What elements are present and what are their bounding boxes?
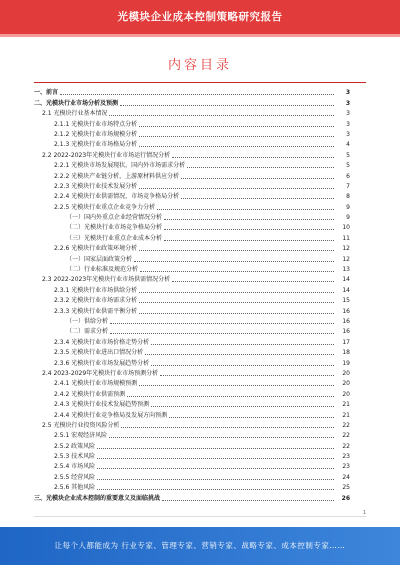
toc-entry-page: 3: [346, 120, 350, 128]
toc-entry[interactable]: [34, 254, 350, 264]
toc-entry[interactable]: [34, 296, 350, 306]
toc-entry-page: 14: [342, 286, 350, 294]
toc-leader-dots: [60, 94, 334, 95]
toc-entry-label: （二）需求分析: [66, 328, 109, 336]
toc-entry-page: 9: [346, 203, 350, 211]
toc-entry-label: （一）供给分析: [66, 317, 109, 325]
toc-leader-dots: [109, 115, 334, 116]
toc-entry[interactable]: [34, 223, 350, 233]
toc-entry-page: 16: [342, 317, 350, 325]
toc-entry[interactable]: [34, 431, 350, 441]
toc-entry-label: 2.2.6 光模块行业政策环境分析: [54, 245, 138, 253]
toc-entry-page: 3: [345, 89, 350, 97]
toc-leader-dots: [145, 354, 334, 355]
toc-entry-page: 13: [342, 266, 350, 274]
toc-entry-label: 2.3.4 光模块行业市场价格走势分析: [54, 338, 150, 346]
toc-entry[interactable]: [34, 202, 350, 212]
toc-leader-dots: [97, 468, 334, 469]
toc-leader-dots: [97, 479, 334, 480]
toc-entry-label: 2.5.4 市场风险: [54, 463, 96, 471]
toc-entry-page: 16: [342, 307, 350, 315]
toc-entry[interactable]: [34, 182, 350, 192]
toc-entry-page: 6: [346, 172, 350, 180]
toc-entry[interactable]: [34, 441, 350, 451]
toc-leader-dots: [120, 105, 334, 106]
toc-entry-page: 22: [342, 442, 350, 450]
toc-leader-dots: [139, 126, 334, 127]
toc-entry[interactable]: [34, 306, 350, 316]
toc-leader-dots: [181, 198, 334, 199]
header-title: 光模块企业成本控制策略研究报告: [117, 11, 283, 23]
toc-entry-label: 2.1.1 光模块行业市场特点分析: [54, 120, 138, 128]
toc-entry-page: 12: [342, 245, 350, 253]
toc-entry-label: 2.2.5 光模块行业重点企业竞争力分析: [54, 203, 156, 211]
toc-entry[interactable]: [34, 379, 350, 389]
toc-entry-page: 20: [342, 369, 350, 377]
toc-leader-dots: [151, 365, 334, 366]
toc-leader-dots: [139, 313, 334, 314]
toc-entry-label: 2.3.3 光模块行业供需平衡分析: [54, 307, 138, 315]
toc-leader-dots: [97, 489, 334, 490]
toc-entry-page: 22: [342, 421, 350, 429]
toc-entry[interactable]: [34, 265, 350, 275]
toc-entry-page: 20: [342, 380, 350, 388]
toc-leader-dots: [97, 458, 334, 459]
toc-entry-page: 3: [346, 130, 350, 138]
page-number: 1: [362, 510, 366, 516]
toc-entry-page: 22: [342, 432, 350, 440]
toc-entry-page: 23: [342, 453, 350, 461]
toc-entry[interactable]: [34, 233, 350, 243]
toc-entry-label: 2.3.5 光模块行业进出口情况分析: [54, 349, 144, 357]
toc-entry-label: （一）国家层面政策分析: [66, 255, 133, 263]
toc-leader-dots: [139, 385, 334, 386]
toc-entry[interactable]: [34, 140, 350, 150]
toc-entry[interactable]: [34, 389, 350, 399]
toc-entry-label: 2.3.1 光模块行业市场供给分析: [54, 286, 138, 294]
toc-entry-label: 2.2.1 光模块市场发展现状，国内外市场需求分析: [54, 162, 186, 170]
toc-leader-dots: [164, 219, 334, 220]
toc-entry-page: 23: [342, 463, 350, 471]
toc-leader-dots: [164, 229, 334, 230]
toc-leader-dots: [139, 250, 334, 251]
toc-entry-label: 2.2 2022-2023年光模块行业市场运行情况分析: [42, 151, 171, 159]
toc-entry-page: 19: [342, 359, 350, 367]
toc-entry-label: 2.2.3 光模块行业技术发展分析: [54, 182, 138, 190]
toc-entry[interactable]: [34, 317, 350, 327]
toc-entry-page: 5: [346, 162, 350, 170]
toc-entry-page: 4: [346, 141, 350, 149]
toc-entry[interactable]: [34, 88, 350, 98]
toc-entry-page: 16: [342, 328, 350, 336]
toc-entry[interactable]: [34, 98, 350, 108]
toc-leader-dots: [172, 157, 334, 158]
toc-entry-label: （二）行业标准及规范分析: [66, 266, 139, 274]
toc-entry[interactable]: [34, 150, 350, 160]
header-stripe: [0, 34, 400, 37]
toc-entry[interactable]: [34, 213, 350, 223]
toc-entry[interactable]: [34, 161, 350, 171]
toc-entry-label: 2.5.5 经营风险: [54, 473, 96, 481]
footer-slogan: 让每个人都能成为 行业专家、管理专家、营销专家、战略专家、成本控制专家……: [54, 541, 346, 550]
toc-entry[interactable]: [34, 369, 350, 379]
toc-leader-dots: [139, 302, 334, 303]
table-of-contents: [34, 88, 350, 504]
toc-leader-dots: [110, 323, 334, 324]
toc-entry-label: 2.4.1 光模块行业市场规模预测: [54, 380, 138, 388]
toc-entry[interactable]: [34, 410, 350, 420]
toc-entry-page: 17: [342, 338, 350, 346]
toc-leader-dots: [97, 448, 334, 449]
toc-entry-label: 2.5.6 其他风险: [54, 484, 96, 492]
toc-entry[interactable]: [34, 192, 350, 202]
toc-entry-label: （二）光模块行业市场竞争格局分析: [66, 224, 163, 232]
toc-entry-page: 25: [342, 484, 350, 492]
toc-leader-dots: [187, 167, 334, 168]
toc-leader-dots: [109, 437, 334, 438]
toc-entry-label: 2.5 光模块行业投资风险分析: [42, 421, 120, 429]
footer-banner: [0, 527, 400, 565]
bottom-divider: [34, 516, 366, 517]
toc-leader-dots: [139, 188, 334, 189]
toc-entry[interactable]: [34, 472, 350, 482]
toc-entry-label: 2.5.2 政策风险: [54, 442, 96, 450]
toc-entry-label: 2.4.3 光模块行业技术发展趋势预测: [54, 401, 150, 409]
toc-entry[interactable]: [34, 109, 350, 119]
toc-entry-page: 21: [342, 411, 350, 419]
header-banner: [0, 0, 400, 34]
toc-entry-label: （三）光模块行业重点企业成本分析: [66, 234, 163, 242]
toc-entry-label: 2.4.4 光模块行业竞争格局及发展方向预测: [54, 411, 168, 419]
toc-entry[interactable]: [34, 483, 350, 493]
toc-entry[interactable]: [34, 400, 350, 410]
toc-entry-page: 8: [346, 193, 350, 201]
toc-entry[interactable]: [34, 358, 350, 368]
toc-entry[interactable]: [34, 327, 350, 337]
toc-entry-label: 三、光模块企业成本控制的重要意义及面临挑战: [34, 494, 161, 502]
toc-entry-page: 24: [342, 473, 350, 481]
toc-entry-label: 2.3 2022-2023年光模块行业市场供需情况分析: [42, 276, 171, 284]
toc-entry[interactable]: [34, 337, 350, 347]
toc-entry-label: 2.2.4 光模块行业供需情况，市场竞争格局分析: [54, 193, 180, 201]
toc-leader-dots: [134, 261, 334, 262]
toc-entry-label: 2.3.2 光模块行业市场需求分析: [54, 297, 138, 305]
toc-entry-label: 2.1.3 光模块行业市场格局分析: [54, 141, 138, 149]
toc-entry[interactable]: [34, 493, 350, 503]
toc-leader-dots: [139, 146, 334, 147]
toc-leader-dots: [172, 281, 334, 282]
toc-entry[interactable]: [34, 171, 350, 181]
toc-leader-dots: [157, 209, 334, 210]
toc-entry-page: 7: [346, 182, 350, 190]
toc-entry-label: 2.5.3 技术风险: [54, 453, 96, 461]
toc-entry[interactable]: [34, 452, 350, 462]
toc-leader-dots: [110, 333, 334, 334]
toc-entry-label: 2.2.2 光模块产业链分析，上游原材料供应分析: [54, 172, 180, 180]
toc-entry-label: 2.1 光模块行业基本情况: [42, 110, 108, 118]
toc-leader-dots: [181, 178, 334, 179]
toc-entry-page: 12: [342, 255, 350, 263]
toc-entry-page: 15: [342, 297, 350, 305]
toc-entry-page: 3: [346, 110, 350, 118]
toc-leader-dots: [127, 396, 334, 397]
toc-leader-dots: [160, 375, 334, 376]
toc-entry[interactable]: [34, 421, 350, 431]
toc-leader-dots: [139, 136, 334, 137]
toc-entry-label: 一、前言: [34, 89, 59, 97]
toc-entry-page: 20: [342, 390, 350, 398]
toc-entry-page: 10: [342, 224, 350, 232]
toc-entry[interactable]: [34, 119, 350, 129]
toc-title: 内容目录: [167, 58, 232, 73]
toc-leader-dots: [151, 344, 334, 345]
toc-entry-page: 9: [346, 214, 350, 222]
toc-entry-label: 2.4.2 光模块行业供需预测: [54, 390, 126, 398]
toc-entry-label: 2.4 2023-2029年光模块行业市场预测分析: [42, 369, 159, 377]
toc-entry[interactable]: [34, 348, 350, 358]
toc-entry-label: 2.1.2 光模块行业市场规模分析: [54, 130, 138, 138]
toc-entry-label: 2.3.6 光模块行业市场发展趋势分析: [54, 359, 150, 367]
toc-entry-label: （一）国内外重点企业经营情况分析: [66, 214, 163, 222]
toc-entry-label: 2.5.1 宏观经济风险: [54, 432, 108, 440]
toc-entry[interactable]: [34, 462, 350, 472]
toc-leader-dots: [151, 406, 334, 407]
toc-leader-dots: [164, 240, 334, 241]
toc-leader-dots: [162, 500, 334, 501]
toc-entry-page: 21: [342, 401, 350, 409]
toc-leader-dots: [140, 271, 334, 272]
toc-entry[interactable]: [34, 275, 350, 285]
toc-entry-page: 18: [342, 349, 350, 357]
toc-leader-dots: [169, 417, 334, 418]
toc-entry[interactable]: [34, 130, 350, 140]
toc-divider: [34, 82, 366, 83]
toc-leader-dots: [139, 292, 334, 293]
toc-entry[interactable]: [34, 244, 350, 254]
toc-entry-page: 26: [341, 494, 350, 502]
toc-entry-page: 3: [345, 99, 350, 107]
toc-entry-page: 11: [342, 234, 350, 242]
toc-entry-page: 14: [342, 276, 350, 284]
toc-entry-label: 二、光模块行业市场分析及预测: [34, 99, 119, 107]
toc-entry[interactable]: [34, 285, 350, 295]
toc-entry-page: 5: [346, 151, 350, 159]
toc-leader-dots: [121, 427, 334, 428]
